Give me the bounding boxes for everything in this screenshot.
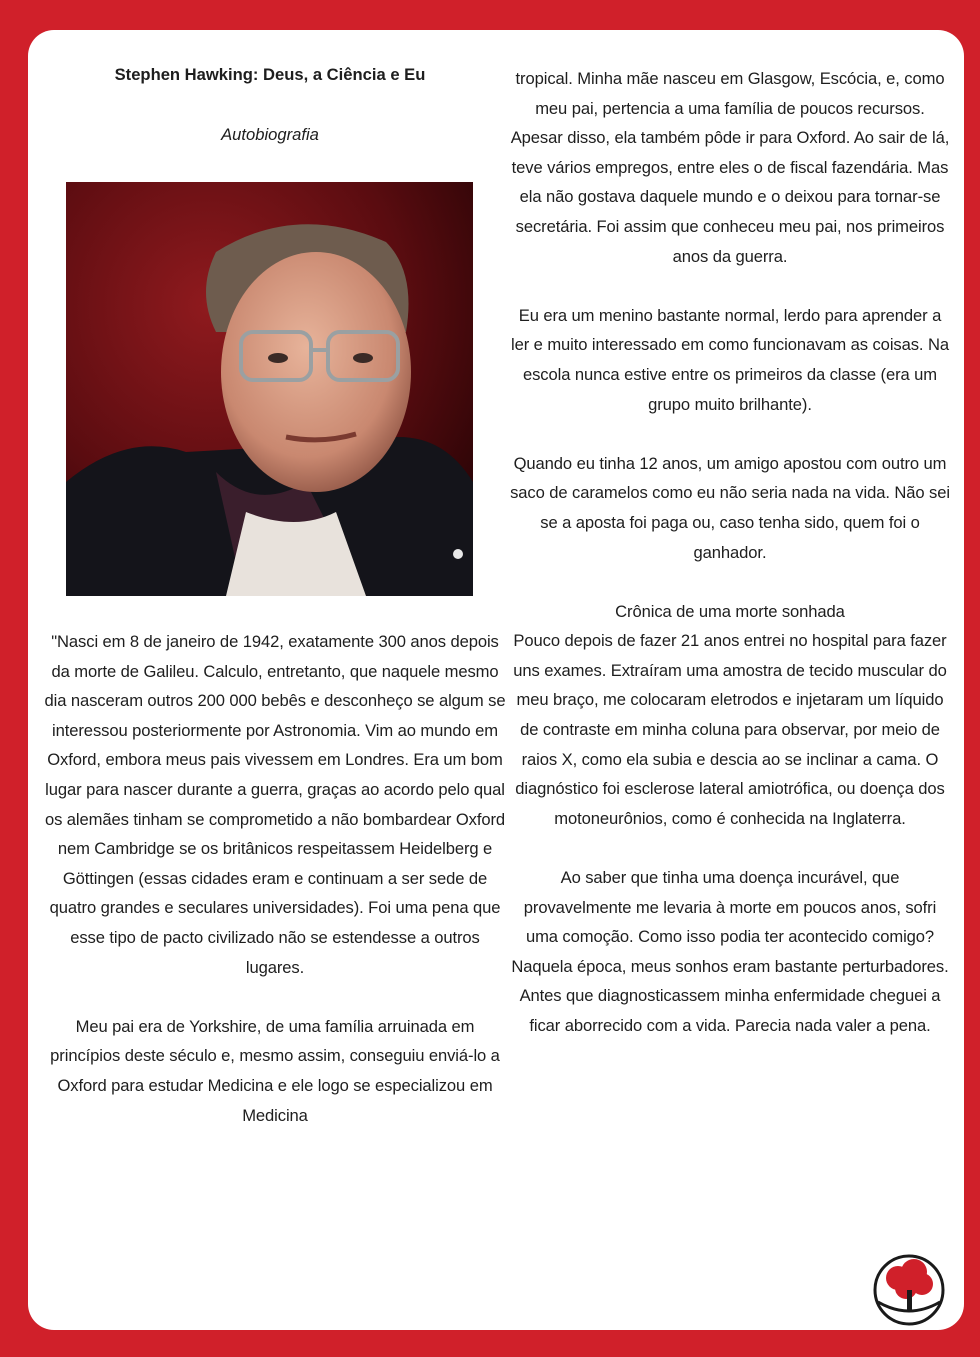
page-title: Stephen Hawking: Deus, a Ciência e Eu <box>114 65 426 84</box>
red-tree-logo-icon <box>868 1250 950 1330</box>
paragraph-birth: "Nasci em 8 de janeiro de 1942, exatamente 300 anos depois da morte de Galileu. Calculo, entretanto, que naquele mesmo dia nasceram outros 200 000 bebês e desconheço se algum se interessou posteriormente por Astronomia. Vim ao mundo em Oxford, embora meus pais vivessem em Londres. Era um bom lugar para nascer durante a guerra, graças ao acordo pelo qual os alemães tinham se comprometido a não bombardear Oxford nem Cambridge se os britânicos respeitassem Heidelberg e Göttingen (essas cidades eram e continuam a ser sede de quatro grandes e seculares universidades). Foi uma pena que esse tipo de pacto civilizado não se estendesse a outros lugares. <box>44 632 506 977</box>
page-subtitle: Autobiografia <box>221 125 319 144</box>
portrait-illustration <box>66 182 473 596</box>
paragraph-diagnosis: Pouco depois de fazer 21 anos entrei no hospital para fazer uns exames. Extraíram uma amostra de tecido muscular do meu braço, me colocaram eletrodos e injetaram um líquido de contraste em minha coluna para observar, por meio de raios X, como ela subia e descia ao se inclinar a cama. O diagnóstico foi esclerose lateral amiotrófica, ou doença dos motoneurônios, como é conhecida na Inglaterra. <box>513 631 947 828</box>
page-sheet <box>28 30 964 1330</box>
paragraph-mother: tropical. Minha mãe nasceu em Glasgow, Escócia, e, como meu pai, pertencia a uma família de poucos recursos. Apesar disso, ela também pôde ir para Oxford. Ao sair de lá, teve vários empregos, entre eles o de fiscal fazendária. Mas ela não gostava daquele mundo e o deixou para tornar-se secretária. Foi assim que conheceu meu pai, nos primeiros anos da guerra. <box>510 69 950 266</box>
paragraph-bet: Quando eu tinha 12 anos, um amigo apostou com outro um saco de caramelos como eu não seria nada na vida. Não sei se a aposta foi paga ou, caso tenha sido, quem foi o ganhador. <box>510 453 950 562</box>
paragraph-father: Meu pai era de Yorkshire, de uma família arruinada em princípios deste século e, mesmo assim, conseguiu enviá-lo a Oxford para estudar Medicina e ele logo se especializou em Medicina <box>50 1016 500 1125</box>
left-column-text <box>44 627 506 1130</box>
section-heading: Crônica de uma morte sonhada <box>615 601 845 621</box>
paragraph-childhood: Eu era um menino bastante normal, lerdo para aprender a ler e muito interessado em como funcionavam as coisas. Na escola nunca estive entre os primeiros da classe (era um grupo muito brilhante). <box>511 305 949 414</box>
portrait-photo <box>66 182 473 596</box>
paragraph-reaction: Ao saber que tinha uma doença incurável, que provavelmente me levaria à morte em poucos anos, sofri uma comoção. Como isso podia ter acontecido comigo? Naquela época, meus sonhos eram bastante perturbadores. Antes que diagnosticassem minha enfermidade cheguei a ficar aborrecido com a vida. Parecia nada valer a pena. <box>511 868 949 1035</box>
right-column-text <box>510 64 950 1041</box>
